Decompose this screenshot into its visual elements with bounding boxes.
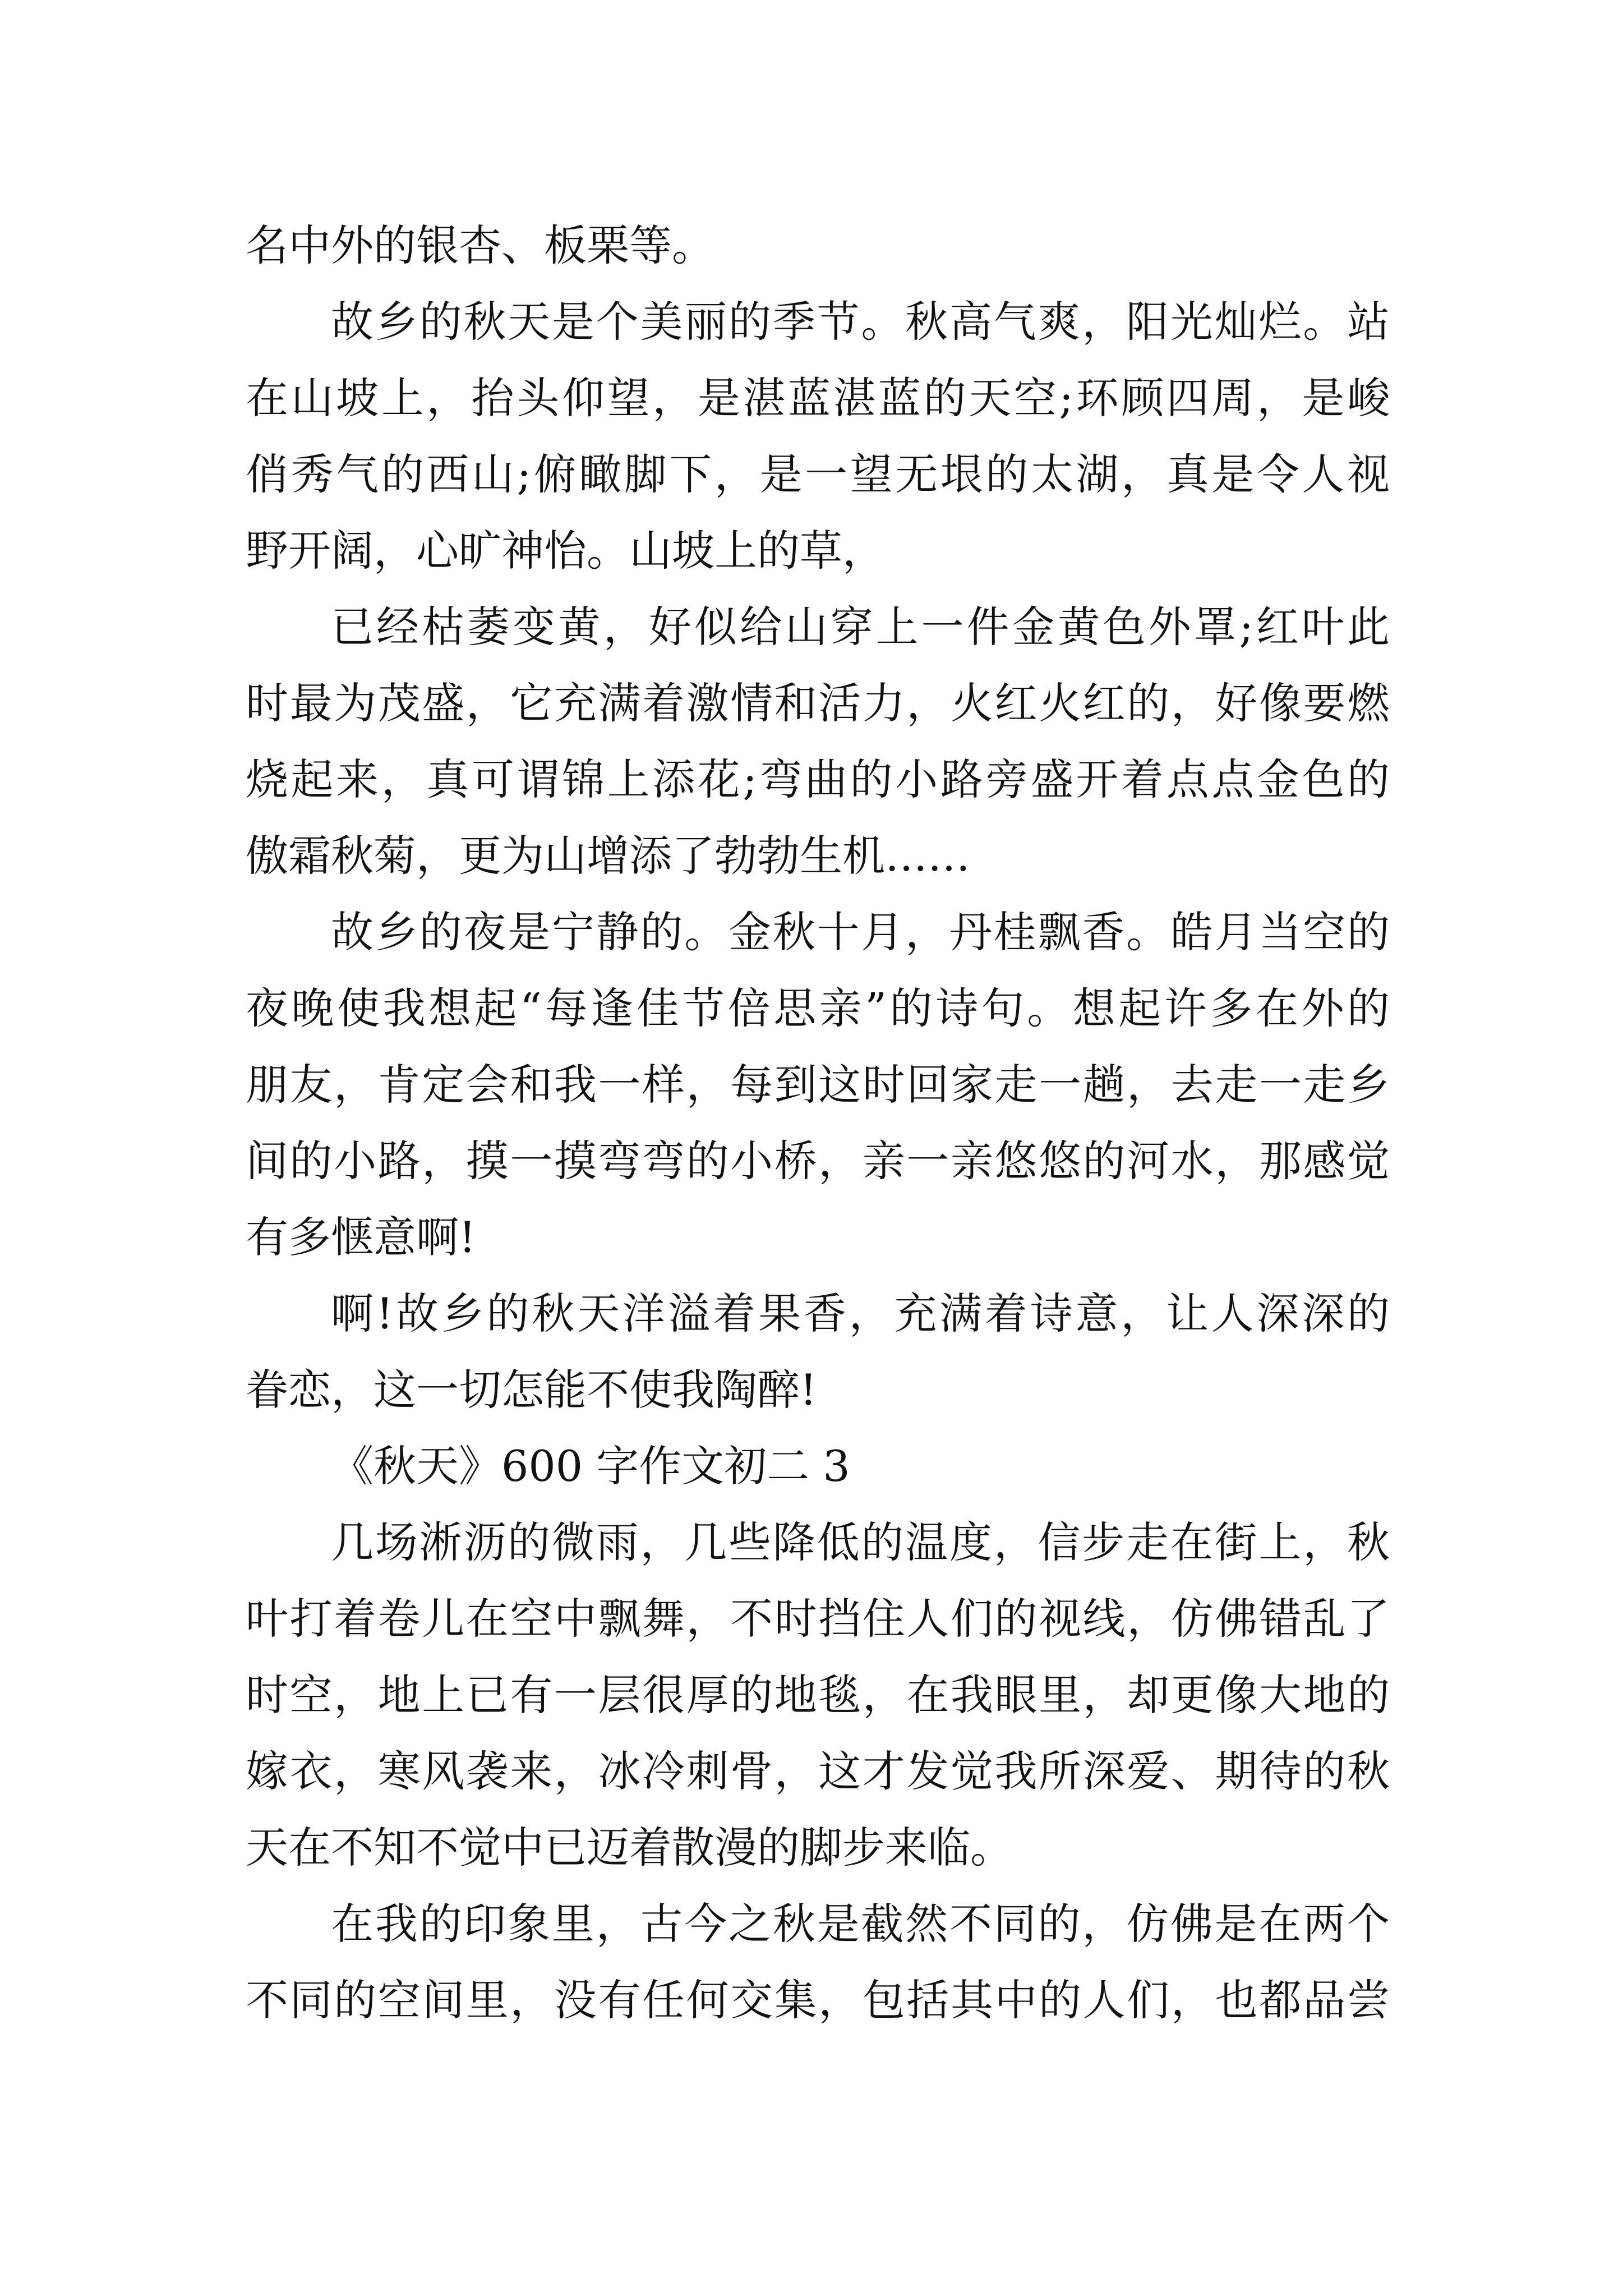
text-line: 已经枯萎变黄，好似给山穿上一件金黄色外罩;红叶此	[331, 602, 1390, 652]
text-line: 俏秀气的西山;俯瞰脚下，是一望无垠的太湖，真是令人视	[246, 449, 1390, 499]
text-line: 几场淅沥的微雨，几些降低的温度，信步走在街上，秋	[331, 1517, 1390, 1567]
text-line: 嫁衣，寒风袭来，冰冷刺骨，这才发觉我所深爱、期待的秋	[246, 1746, 1390, 1796]
text-line: 夜晚使我想起“每逢佳节倍思亲”的诗句。想起许多在外的	[246, 983, 1390, 1033]
text-line: 在我的印象里，古今之秋是截然不同的，仿佛是在两个	[331, 1899, 1390, 1949]
text-line: 叶打着卷儿在空中飘舞，不时挡住人们的视线，仿佛错乱了	[246, 1594, 1390, 1644]
text-line: 烧起来，真可谓锦上添花;弯曲的小路旁盛开着点点金色的	[246, 754, 1390, 804]
text-line: 天在不知不觉中已迈着散漫的脚步来临。	[246, 1823, 1013, 1872]
text-line: 在山坡上，抬头仰望，是湛蓝湛蓝的天空;环顾四周，是峻	[246, 373, 1390, 423]
text-line: 啊!故乡的秋天洋溢着果香，充满着诗意，让人深深的	[331, 1289, 1390, 1338]
text-line: 名中外的银杏、板栗等。	[246, 220, 714, 270]
text-line: 故乡的夜是宁静的。金秋十月，丹桂飘香。皓月当空的	[331, 907, 1390, 957]
text-line: 间的小路，摸一摸弯弯的小桥，亲一亲悠悠的河水，那感觉	[246, 1136, 1390, 1186]
text-line: 朋友，肯定会和我一样，每到这时回家走一趟，去走一走乡	[246, 1060, 1390, 1110]
text-line: 时空，地上已有一层很厚的地毯，在我眼里，却更像大地的	[246, 1670, 1390, 1720]
text-line: 有多惬意啊!	[246, 1212, 476, 1262]
text-line: 故乡的秋天是个美丽的季节。秋高气爽，阳光灿烂。站	[331, 297, 1390, 347]
text-line: 傲霜秋菊，更为山增添了勃勃生机……	[246, 831, 970, 881]
text-line: 时最为茂盛，它充满着激情和活力，火红火红的，好像要燃	[246, 678, 1390, 728]
text-line: 眷恋，这一切怎能不使我陶醉!	[246, 1365, 817, 1415]
text-line: 野开阔，心旷神怡。山坡上的草，	[246, 526, 885, 576]
section-heading: 《秋天》600 字作文初二 3	[331, 1441, 850, 1491]
text-line: 不同的空间里，没有任何交集，包括其中的人们，也都品尝	[246, 1975, 1390, 2025]
